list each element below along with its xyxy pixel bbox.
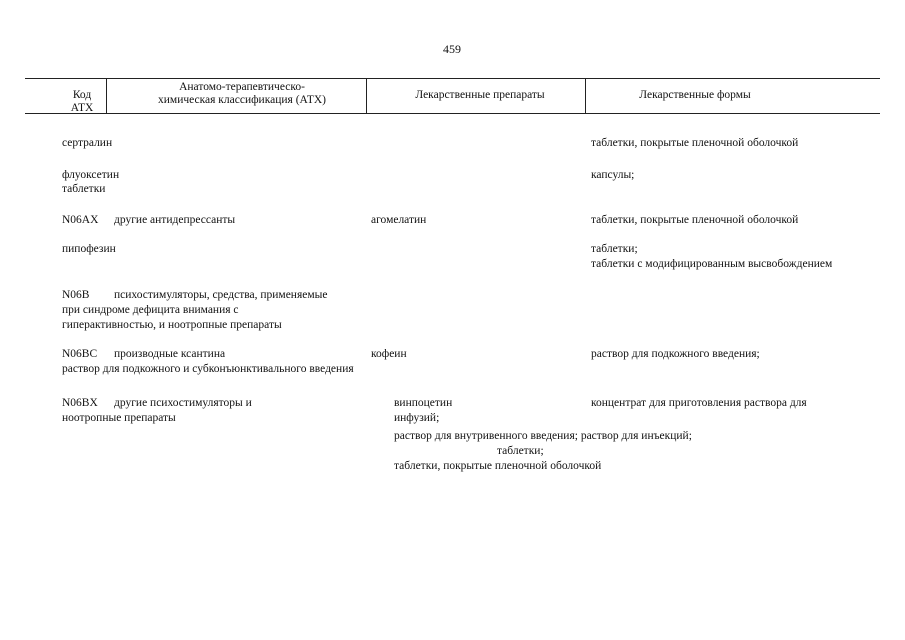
drug-form: таблетки, покрытые пленочной оболочкой [591,214,799,226]
drug-form: таблетки; [591,243,638,255]
drug-form: таблетки с модифицированным высвобождением [591,258,833,270]
drug-form: таблетки, покрытые пленочной оболочкой [394,460,602,472]
drug-name: флуоксетин [62,169,120,181]
header-class-line2: химическая классификация (АТХ) [158,94,326,106]
drug-form: таблетки; [497,445,544,457]
drug-form: раствор для подкожного введения; [591,348,760,360]
atc-code: N06AX [62,214,99,226]
drug-form: капсулы; [591,169,635,181]
header-divider-2 [366,78,367,113]
atc-class: другие антидепрессанты [114,214,236,226]
drug-name: агомелатин [371,214,427,226]
drug-form: концентрат для приготовления раствора для [591,397,807,409]
header-classification [132,81,352,107]
atc-class: гиперактивностью, и ноотропные препараты [62,319,282,331]
drug-form: инфузий; [394,412,440,424]
atc-class: при синдроме дефицита внимания с [62,304,239,316]
drug-name: кофеин [371,348,407,360]
header-forms: Лекарственные формы [639,89,751,101]
drug-form-extra: таблетки [62,183,106,195]
page-number: 459 [443,42,461,56]
header-code-line2: АТХ [70,102,94,114]
drug-name: винпоцетин [394,397,453,409]
atc-class: производные ксантина [114,348,226,360]
drug-form: раствор для подкожного и субконъюнктивального введения [62,363,354,375]
drug-form: раствор для внутривенного введения; раствор для инъекций; [394,430,692,442]
header-divider-1 [106,78,107,113]
atc-code: N06BC [62,348,98,360]
header-code [60,89,104,115]
header-class-line1: Анатомо-терапевтическо- [179,81,305,93]
atc-code: N06BX [62,397,98,409]
header-divider-3 [585,78,586,113]
atc-class: психостимуляторы, средства, применяемые [114,289,328,301]
drug-name: пипофезин [62,243,116,255]
drug-name: сертралин [62,137,113,149]
atc-class: ноотропные препараты [62,412,176,424]
atc-code: N06B [62,289,90,301]
header-code-line1: Код [72,89,92,101]
drug-form: таблетки, покрытые пленочной оболочкой [591,137,799,149]
header-drugs: Лекарственные препараты [415,89,545,101]
atc-class: другие психостимуляторы и [114,397,252,409]
header-bottom-rule [25,113,880,114]
header-top-rule [25,78,880,79]
